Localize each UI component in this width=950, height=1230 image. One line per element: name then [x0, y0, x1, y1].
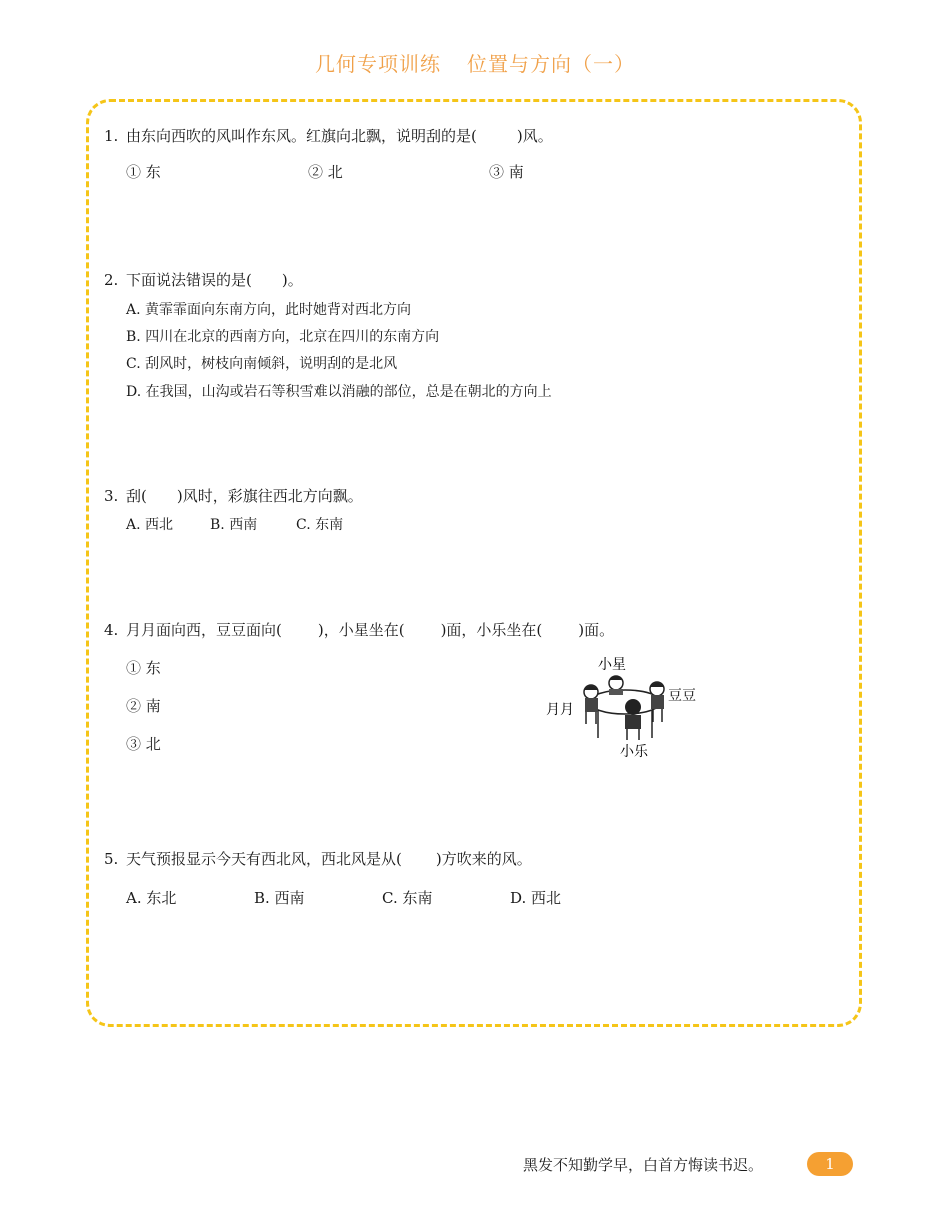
kid-bottom [625, 699, 641, 740]
question-2-option-b[interactable]: B. 四川在北京的西南方向，北京在四川的东南方向 [126, 329, 440, 345]
question-4-text-d: )面。 [578, 621, 615, 639]
table-top [589, 690, 661, 714]
question-3-option-b[interactable]: B. 西南 [210, 517, 258, 533]
question-5-option-b[interactable]: B. 西南 [254, 889, 305, 907]
question-3-text-after: )风时，彩旗往西北方向飘。 [176, 487, 363, 505]
question-1-option-3[interactable]: ③ 南 [489, 163, 524, 181]
question-2-option-d[interactable]: D. 在我国，山沟或岩石等积雪难以消融的部位，总是在朝北的方向上 [126, 384, 552, 400]
label-left: 月月 [546, 702, 574, 718]
question-3 [104, 486, 363, 506]
question-4-text-c: )面，小乐坐在( [440, 621, 543, 639]
title-part1: 几何专项训练 [315, 52, 441, 76]
question-1 [104, 126, 553, 146]
question-1-text-before: 由东向西吹的风叫作东风。红旗向北飘，说明刮的是( [126, 127, 477, 145]
question-5-text-after: )方吹来的风。 [435, 850, 532, 868]
question-frame [86, 99, 862, 1027]
kid-left [584, 685, 598, 724]
footer-motto: 黑发不知勤学早，白首方悔读书迟。 [523, 1156, 764, 1174]
question-2-option-a[interactable]: A. 黄霏霏面向东南方向，此时她背对西北方向 [126, 302, 412, 318]
question-5-number: 5. [104, 850, 119, 868]
question-4-option-2[interactable]: ② 南 [126, 697, 161, 715]
question-3-option-c[interactable]: C. 东南 [296, 517, 344, 533]
seating-diagram [540, 652, 710, 764]
question-2-number: 2. [104, 271, 119, 289]
question-1-text-after: )风。 [516, 127, 553, 145]
question-5 [104, 849, 532, 869]
question-1-option-1[interactable]: ① 东 [126, 163, 161, 181]
question-1-option-2[interactable]: ② 北 [308, 163, 343, 181]
kid-top [609, 676, 623, 695]
page-number-badge: 1 [807, 1152, 853, 1176]
question-5-option-d[interactable]: D. 西北 [510, 889, 562, 907]
label-bottom: 小乐 [620, 744, 648, 760]
question-4 [104, 620, 614, 640]
question-4-option-3[interactable]: ③ 北 [126, 735, 161, 753]
question-2-text-after: )。 [281, 271, 303, 289]
question-3-text-before: 刮( [126, 487, 147, 505]
label-right: 豆豆 [668, 688, 696, 704]
question-4-number: 4. [104, 621, 119, 639]
question-2-option-c[interactable]: C. 刮风时，树枝向南倾斜，说明刮的是北风 [126, 356, 398, 372]
question-3-number: 3. [104, 487, 119, 505]
question-4-text-b: )，小星坐在( [317, 621, 405, 639]
page-title [0, 48, 950, 77]
title-part2: 位置与方向（一） [467, 52, 635, 76]
question-3-option-a[interactable]: A. 西北 [126, 517, 174, 533]
label-top: 小星 [598, 657, 626, 673]
question-2-text-before: 下面说法错误的是( [126, 271, 252, 289]
question-5-option-c[interactable]: C. 东南 [382, 889, 433, 907]
question-5-option-a[interactable]: A. 东北 [126, 889, 177, 907]
question-1-number: 1. [104, 127, 119, 145]
question-4-text-a: 月月面向西，豆豆面向( [126, 621, 282, 639]
question-4-option-1[interactable]: ① 东 [126, 659, 161, 677]
question-2 [104, 270, 303, 290]
question-5-text-before: 天气预报显示今天有西北风，西北风是从( [126, 850, 402, 868]
